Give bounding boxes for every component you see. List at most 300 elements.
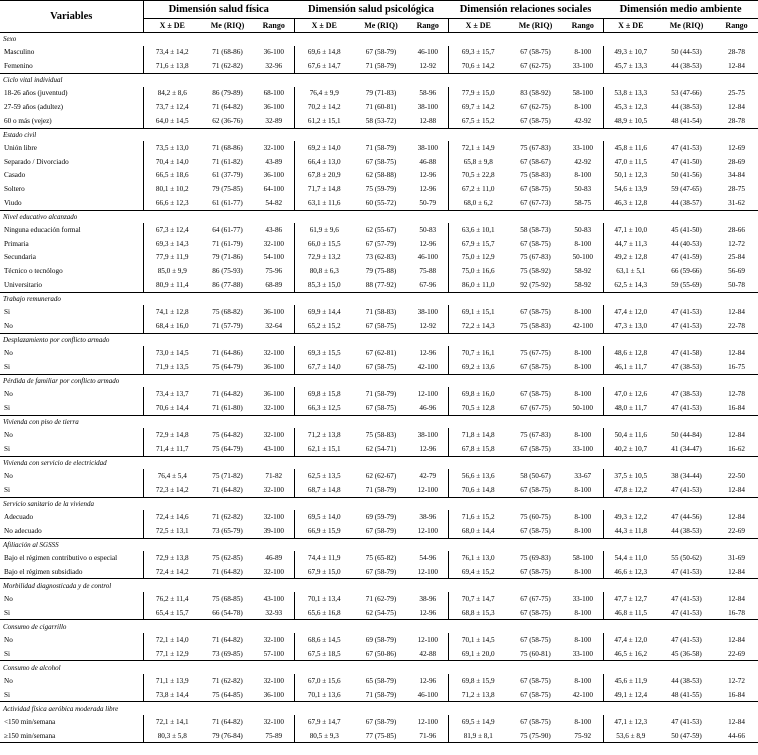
value-cell: 75 (60-75) xyxy=(520,512,551,521)
value-cell: 83 (58-92) xyxy=(520,89,551,98)
value-cell: 71-82 xyxy=(254,469,294,483)
value-cell: 71 (62-79) xyxy=(365,594,397,603)
value-cell: 46,8 ± 11,5 xyxy=(614,608,647,617)
value-cell: 39-100 xyxy=(254,524,294,538)
subcolumn-header: Me (RIQ) xyxy=(508,19,563,33)
value-cell: 8-100 xyxy=(563,606,603,620)
value-cell: 66,0 ± 15,5 xyxy=(307,239,341,248)
value-cell: 67 (58-75) xyxy=(520,690,551,699)
row-label: Si xyxy=(0,360,143,374)
value-cell: 68,8 ± 15,3 xyxy=(461,608,495,617)
value-cell: 50-83 xyxy=(563,182,603,196)
value-cell: 45 (36-58) xyxy=(671,649,702,658)
value-cell: 69,8 ± 15,9 xyxy=(461,676,495,685)
value-cell: 75 (62-85) xyxy=(212,553,243,562)
value-cell: 47 (44-56) xyxy=(671,512,702,521)
value-cell: 8-100 xyxy=(563,346,603,360)
value-cell: 36-100 xyxy=(254,305,294,319)
value-cell: 72,2 ± 14,3 xyxy=(461,321,495,330)
value-cell: 67 (57-79) xyxy=(365,239,397,248)
value-cell: 71 (58-79) xyxy=(365,390,397,399)
value-cell: 16-62 xyxy=(728,444,745,453)
value-cell: 85,3 ± 15,0 xyxy=(307,280,341,289)
value-cell: 47 (41-53) xyxy=(671,594,702,603)
value-cell: 72,9 ± 14,8 xyxy=(155,431,189,440)
row-label: Unión libre xyxy=(0,141,143,155)
table-row xyxy=(0,483,758,497)
value-cell: 80,3 ± 5,8 xyxy=(143,729,201,743)
value-cell: 72,1 ± 14,0 xyxy=(155,635,189,644)
value-cell: 46,6 ± 12,3 xyxy=(614,567,648,576)
value-cell: 47 (41-53) xyxy=(671,717,702,726)
value-cell: 12-96 xyxy=(408,237,448,251)
value-cell: 75 (71-82) xyxy=(212,472,243,480)
value-cell: 75 (59-79) xyxy=(365,185,397,194)
value-cell: 47 (41-53) xyxy=(671,321,702,330)
value-cell: 28-66 xyxy=(728,226,745,235)
value-cell: 67 (58-79) xyxy=(365,48,397,57)
value-cell: 67 (58-75) xyxy=(365,157,397,166)
row-label: No xyxy=(0,592,143,606)
row-label: Secundaria xyxy=(0,251,143,265)
value-cell: 69,7 ± 14,2 xyxy=(461,103,495,112)
value-cell: 66,4 ± 13,0 xyxy=(307,157,341,166)
value-cell: 75 (68-85) xyxy=(212,594,243,603)
subcolumn-header: Rango xyxy=(563,19,603,33)
value-cell: 62 (58-88) xyxy=(365,171,397,180)
value-cell: 67,5 ± 18,5 xyxy=(307,649,341,658)
value-cell: 75-96 xyxy=(254,264,294,278)
value-cell: 12-84 xyxy=(728,308,745,317)
table-row xyxy=(0,319,758,333)
value-cell: 69,2 ± 14,0 xyxy=(307,144,341,153)
value-cell: 44 (38-53) xyxy=(671,676,702,685)
value-cell: 75-88 xyxy=(408,264,448,278)
value-cell: 67,8 ± 15,8 xyxy=(461,444,495,453)
table-row xyxy=(0,592,758,606)
value-cell: 58 (58-73) xyxy=(520,226,551,235)
value-cell: 53,8 ± 13,3 xyxy=(614,89,648,98)
value-cell: 73,5 ± 13,0 xyxy=(155,144,189,153)
value-cell: 73,4 ± 13,7 xyxy=(155,390,189,399)
value-cell: 67 (67-73) xyxy=(520,198,551,207)
value-cell: 58-92 xyxy=(563,278,603,292)
value-cell: 12-78 xyxy=(728,390,745,399)
value-cell: 45,7 ± 13,3 xyxy=(614,62,648,71)
value-cell: 65,4 ± 15,7 xyxy=(155,608,189,617)
value-cell: 79 (76-84) xyxy=(201,729,254,743)
category-title: Estado civil xyxy=(0,128,758,141)
value-cell: 12-72 xyxy=(728,676,745,685)
value-cell: 28-78 xyxy=(728,48,745,57)
value-cell: 8-100 xyxy=(563,633,603,647)
value-cell: 62,1 ± 15,1 xyxy=(307,444,341,453)
value-cell: 16-84 xyxy=(728,403,745,412)
table-row xyxy=(0,305,758,319)
value-cell: 12-84 xyxy=(728,717,745,726)
value-cell: 12-100 xyxy=(408,565,448,579)
value-cell: 8-100 xyxy=(563,169,603,183)
value-cell: 16-75 xyxy=(728,362,745,371)
value-cell: 62 (55-67) xyxy=(365,226,397,235)
value-cell: 50 (47-59) xyxy=(658,729,715,743)
value-cell: 55 (50-62) xyxy=(671,553,702,562)
value-cell: 33-100 xyxy=(563,442,603,456)
value-cell: 49,3 ± 12,2 xyxy=(614,512,648,521)
value-cell: 75 (67-83) xyxy=(520,431,551,440)
value-cell: 44 (38-53) xyxy=(671,62,702,71)
value-cell: 47 (41-53) xyxy=(671,144,702,153)
table-row xyxy=(0,264,758,278)
value-cell: 67,7 ± 14,0 xyxy=(307,362,341,371)
value-cell: 38-96 xyxy=(408,510,448,524)
value-cell: 69,9 ± 14,4 xyxy=(307,308,341,317)
value-cell: 50-100 xyxy=(563,401,603,415)
value-cell: 67 (58-75) xyxy=(520,485,551,494)
value-cell: 43-89 xyxy=(254,155,294,169)
value-cell: 33-100 xyxy=(563,647,603,661)
subcolumn-header: X ± DE xyxy=(294,19,354,33)
value-cell: 72,1 ± 14,9 xyxy=(461,144,495,153)
value-cell: 61 (61-77) xyxy=(212,198,243,207)
row-label: 27-59 años (adultez) xyxy=(0,100,143,114)
value-cell: 69 (58-79) xyxy=(365,635,397,644)
value-cell: 71,6 ± 15,2 xyxy=(461,512,495,521)
value-cell: 53 (47-66) xyxy=(671,89,702,98)
value-cell: 22-69 xyxy=(728,526,745,535)
category-row xyxy=(0,497,758,510)
table-row xyxy=(0,87,758,101)
value-cell: 41 (34-47) xyxy=(671,444,702,453)
value-cell: 73,8 ± 14,4 xyxy=(155,690,189,699)
value-cell: 63,1 ± 11,6 xyxy=(308,198,341,207)
row-label: <150 min/semana xyxy=(0,715,143,729)
value-cell: 67,5 ± 15,2 xyxy=(461,116,495,125)
value-cell: 79 (71-86) xyxy=(212,253,243,262)
value-cell: 67 (58-75) xyxy=(520,608,551,617)
value-cell: 86 (75-93) xyxy=(212,267,243,276)
category-row xyxy=(0,538,758,551)
value-cell: 72,3 ± 14,2 xyxy=(155,485,189,494)
value-cell: 68-89 xyxy=(254,278,294,292)
value-cell: 75 (60-81) xyxy=(520,649,551,658)
category-title: Afiliación al SGSSS xyxy=(0,538,758,551)
value-cell: 71-96 xyxy=(408,729,448,743)
value-cell: 12-96 xyxy=(408,182,448,196)
value-cell: 43-100 xyxy=(254,592,294,606)
value-cell: 67 (58-75) xyxy=(520,567,551,576)
value-cell: 32-89 xyxy=(254,114,294,128)
value-cell: 44 (40-53) xyxy=(671,239,702,248)
dimension-header: Dimensión relaciones sociales xyxy=(448,1,603,19)
dimension-header: Dimensión medio ambiente xyxy=(603,1,758,19)
table-row xyxy=(0,674,758,688)
table-row xyxy=(0,510,758,524)
category-title: Morbilidad diagnosticada y de control xyxy=(0,579,758,592)
value-cell: 67 (58-75) xyxy=(520,390,551,399)
value-cell: 50,4 ± 11,6 xyxy=(614,431,647,440)
value-cell: 57-100 xyxy=(254,647,294,661)
value-cell: 67 (58-75) xyxy=(520,635,551,644)
value-cell: 72,9 ± 13,2 xyxy=(307,253,341,262)
value-cell: 8-100 xyxy=(563,674,603,688)
table-row xyxy=(0,442,758,456)
value-cell: 33-67 xyxy=(563,469,603,483)
value-cell: 12-100 xyxy=(408,387,448,401)
value-cell: 47 (41-53) xyxy=(671,308,702,317)
value-cell: 71 (64-82) xyxy=(212,635,243,644)
value-cell: 44 (38-53) xyxy=(671,526,702,535)
value-cell: 71 (64-82) xyxy=(212,390,243,399)
value-cell: 12-84 xyxy=(728,349,745,358)
value-cell: 32-100 xyxy=(254,715,294,729)
value-cell: 45,6 ± 11,9 xyxy=(614,676,647,685)
value-cell: 75 (58-83) xyxy=(365,431,397,440)
value-cell: 47 (41-50) xyxy=(671,157,702,166)
value-cell: 12-100 xyxy=(408,524,448,538)
value-cell: 45 (41-50) xyxy=(671,226,702,235)
value-cell: 54,6 ± 13,9 xyxy=(614,185,648,194)
category-row xyxy=(0,210,758,223)
category-title: Desplazamiento por conflicto armado xyxy=(0,333,758,346)
value-cell: 38-100 xyxy=(408,141,448,155)
row-label: Si xyxy=(0,606,143,620)
value-cell: 60 (55-72) xyxy=(365,198,397,207)
value-cell: 58-100 xyxy=(563,87,603,101)
category-row xyxy=(0,456,758,469)
value-cell: 12-72 xyxy=(728,239,745,248)
value-cell: 75 (58-83) xyxy=(520,321,551,330)
value-cell: 69 (59-79) xyxy=(365,512,397,521)
value-cell: 12-96 xyxy=(408,606,448,620)
value-cell: 67 (58-75) xyxy=(520,116,551,125)
value-cell: 71 (62-82) xyxy=(212,512,243,521)
value-cell: 8-100 xyxy=(563,237,603,251)
value-cell: 47 (41-53) xyxy=(671,567,702,576)
value-cell: 81,9 ± 8,1 xyxy=(448,729,508,743)
value-cell: 75 (75-90) xyxy=(508,729,563,743)
value-cell: 72,1 ± 14,1 xyxy=(155,717,189,726)
value-cell: 70,5 ± 12,8 xyxy=(461,403,495,412)
table-row xyxy=(0,278,758,292)
category-title: Consumo de alcohol xyxy=(0,661,758,674)
value-cell: 67 (58-75) xyxy=(520,362,551,371)
value-cell: 86 (77-88) xyxy=(212,280,243,289)
value-cell: 45,3 ± 12,3 xyxy=(614,103,648,112)
category-title: Nivel educativo alcanzado xyxy=(0,210,758,223)
table-row xyxy=(0,428,758,442)
value-cell: 67 (58-75) xyxy=(520,48,551,57)
category-row xyxy=(0,702,758,715)
value-cell: 69,6 ± 14,8 xyxy=(307,48,341,57)
value-cell: 74,4 ± 11,9 xyxy=(308,553,341,562)
value-cell: 12-84 xyxy=(728,103,745,112)
value-cell: 25-84 xyxy=(728,253,745,262)
table-row xyxy=(0,346,758,360)
value-cell: 12-96 xyxy=(408,169,448,183)
value-cell: 38-100 xyxy=(408,100,448,114)
value-cell: 71 (58-79) xyxy=(365,144,397,153)
value-cell: 46,5 ± 16,2 xyxy=(614,649,648,658)
value-cell: 58-92 xyxy=(563,264,603,278)
category-title: Ciclo vital individual xyxy=(0,73,758,86)
value-cell: 31-62 xyxy=(728,198,745,207)
value-cell: 67 (58-75) xyxy=(520,444,551,453)
value-cell: 47,3 ± 13,0 xyxy=(614,321,648,330)
value-cell: 71,1 ± 13,9 xyxy=(155,676,189,685)
value-cell: 12-100 xyxy=(408,483,448,497)
dimension-header: Dimensión salud física xyxy=(143,1,294,19)
row-label: Ninguna educación formal xyxy=(0,223,143,237)
value-cell: 72,9 ± 13,8 xyxy=(155,553,189,562)
value-cell: 32-93 xyxy=(254,606,294,620)
row-label: Soltero xyxy=(0,182,143,196)
value-cell: 12-84 xyxy=(728,485,745,494)
value-cell: 54,4 ± 11,0 xyxy=(614,553,647,562)
value-cell: 44-66 xyxy=(715,729,758,743)
value-cell: 67,0 ± 15,6 xyxy=(307,676,341,685)
value-cell: 67 (58-67) xyxy=(520,157,551,166)
value-cell: 12-84 xyxy=(728,62,745,71)
value-cell: 75 (67-75) xyxy=(520,349,551,358)
category-title: Vivienda con piso de tierra xyxy=(0,415,758,428)
value-cell: 8-100 xyxy=(563,524,603,538)
value-cell: 70,1 ± 13,4 xyxy=(307,594,341,603)
category-title: Vivienda con servicio de electricidad xyxy=(0,456,758,469)
value-cell: 62 (54-71) xyxy=(365,444,397,453)
category-row xyxy=(0,415,758,428)
category-title: Pérdida de familiar por conflicto armado xyxy=(0,374,758,387)
value-cell: 47 (41-53) xyxy=(671,403,702,412)
value-cell: 79 (75-88) xyxy=(365,267,397,276)
value-cell: 32-100 xyxy=(254,565,294,579)
value-cell: 73 (69-85) xyxy=(212,649,243,658)
value-cell: 71,2 ± 13,8 xyxy=(461,690,495,699)
row-label: No xyxy=(0,428,143,442)
table-row xyxy=(0,155,758,169)
value-cell: 77 (75-85) xyxy=(354,729,408,743)
value-cell: 58-100 xyxy=(563,551,603,565)
value-cell: 46-88 xyxy=(408,155,448,169)
value-cell: 66 (59-66) xyxy=(671,267,702,276)
value-cell: 36-100 xyxy=(254,688,294,702)
value-cell: 69,1 ± 15,1 xyxy=(461,308,495,317)
value-cell: 69,4 ± 15,2 xyxy=(461,567,495,576)
value-cell: 73 (62-83) xyxy=(365,253,397,262)
value-cell: 88 (77-92) xyxy=(365,280,397,289)
value-cell: 71 (61-80) xyxy=(212,403,243,412)
value-cell: 8-100 xyxy=(563,305,603,319)
value-cell: 71 (68-86) xyxy=(212,144,243,153)
value-cell: 71,6 ± 13,8 xyxy=(155,62,189,71)
value-cell: 75 (58-92) xyxy=(520,267,551,276)
table-row xyxy=(0,606,758,620)
value-cell: 49,1 ± 12,4 xyxy=(614,690,648,699)
row-label: No xyxy=(0,674,143,688)
value-cell: 67 (58-75) xyxy=(520,239,551,248)
value-cell: 80,8 ± 6,3 xyxy=(309,267,339,276)
category-title: Trabajo remunerado xyxy=(0,292,758,305)
table-row xyxy=(0,715,758,729)
value-cell: 54-82 xyxy=(254,196,294,210)
value-cell: 38 (34-44) xyxy=(671,472,702,480)
value-cell: 61 (37-79) xyxy=(212,171,243,180)
value-cell: 47,0 ± 11,5 xyxy=(614,157,647,166)
subcolumn-header: Rango xyxy=(408,19,448,33)
value-cell: 70,7 ± 14,7 xyxy=(461,594,495,603)
dimension-header: Dimensión salud psicológica xyxy=(294,1,448,19)
value-cell: 68,7 ± 14,8 xyxy=(307,485,341,494)
value-cell: 86 (79-89) xyxy=(212,89,243,98)
table-row xyxy=(0,114,758,128)
value-cell: 62 (62-67) xyxy=(365,472,397,480)
value-cell: 12-96 xyxy=(408,346,448,360)
value-cell: 69,5 ± 14,9 xyxy=(461,717,495,726)
row-label: Si xyxy=(0,647,143,661)
subcolumn-header: Me (RIQ) xyxy=(658,19,715,33)
value-cell: 58-96 xyxy=(408,87,448,101)
table-row xyxy=(0,251,758,265)
value-cell: 36-100 xyxy=(254,169,294,183)
value-cell: 16-78 xyxy=(728,608,745,617)
value-cell: 58-75 xyxy=(563,196,603,210)
value-cell: 8-100 xyxy=(563,360,603,374)
value-cell: 32-100 xyxy=(254,346,294,360)
value-cell: 36-100 xyxy=(254,360,294,374)
table-row xyxy=(0,360,758,374)
value-cell: 66,5 ± 18,6 xyxy=(155,171,189,180)
value-cell: 65,6 ± 16,8 xyxy=(307,608,341,617)
table-row xyxy=(0,59,758,73)
category-title: Consumo de cigarrillo xyxy=(0,620,758,633)
row-label: Si xyxy=(0,688,143,702)
value-cell: 73,4 ± 14,2 xyxy=(155,48,189,57)
row-label: Masculino xyxy=(0,46,143,60)
value-cell: 12-84 xyxy=(728,431,745,440)
value-cell: 71 (64-82) xyxy=(212,485,243,494)
value-cell: 71 (64-82) xyxy=(212,103,243,112)
value-cell: 71 (62-82) xyxy=(212,676,243,685)
category-row xyxy=(0,292,758,305)
value-cell: 42-92 xyxy=(563,114,603,128)
value-cell: 50-83 xyxy=(408,223,448,237)
value-cell: 62,5 ± 13,5 xyxy=(307,472,341,480)
subcolumn-header: X ± DE xyxy=(603,19,658,33)
subcolumn-header: Me (RIQ) xyxy=(354,19,408,33)
value-cell: 61,9 ± 9,6 xyxy=(309,226,339,235)
value-cell: 70,6 ± 14,4 xyxy=(155,403,189,412)
table-row xyxy=(0,182,758,196)
value-cell: 75 (67-83) xyxy=(520,253,551,262)
table-row xyxy=(0,633,758,647)
category-row xyxy=(0,333,758,346)
value-cell: 36-100 xyxy=(254,46,294,60)
value-cell: 8-100 xyxy=(563,428,603,442)
value-cell: 44 (38-53) xyxy=(671,103,702,112)
value-cell: 65,2 ± 15,2 xyxy=(307,321,341,330)
value-cell: 43-100 xyxy=(254,442,294,456)
value-cell: 67,3 ± 12,4 xyxy=(155,226,189,235)
value-cell: 8-100 xyxy=(563,46,603,60)
value-cell: 12-100 xyxy=(408,633,448,647)
row-label: 18-26 años (juventud) xyxy=(0,87,143,101)
value-cell: 48,9 ± 10,5 xyxy=(614,116,648,125)
row-label: Universitario xyxy=(0,278,143,292)
value-cell: 49,3 ± 10,7 xyxy=(614,48,648,57)
subcolumn-header: X ± DE xyxy=(143,19,201,33)
table-row xyxy=(0,688,758,702)
subcolumn-header: Rango xyxy=(254,19,294,33)
